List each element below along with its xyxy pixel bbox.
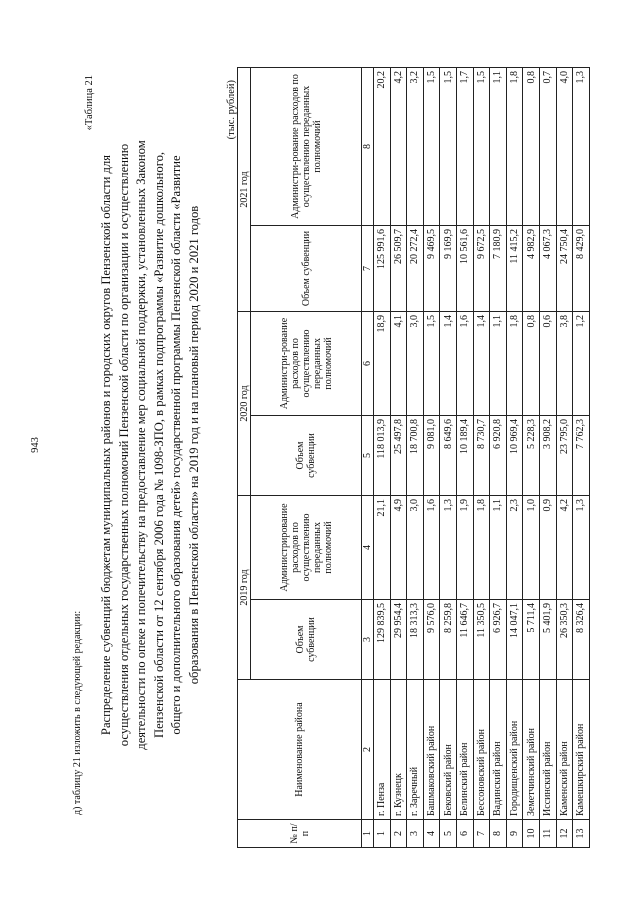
col-header-year-2021: 2021 год [238, 68, 251, 312]
table-row [456, 68, 473, 848]
admin-2021: 1,1 [490, 68, 507, 226]
admin-2021: 20,2 [374, 68, 391, 226]
admin-2020: 0,8 [523, 312, 540, 416]
volume-2020: 5 228,3 [523, 416, 540, 496]
district-name: Вадинский район [490, 680, 507, 820]
district-name: Земетчинский район [523, 680, 540, 820]
row-number: 7 [473, 820, 490, 848]
volume-2020: 23 795,0 [556, 416, 573, 496]
admin-2019: 1,0 [523, 496, 540, 600]
col-header-volume-2019: Объем субвенции [251, 600, 362, 680]
district-name: Иссинский район [539, 680, 556, 820]
admin-2020: 1,4 [473, 312, 490, 416]
volume-2019: 8 326,4 [573, 600, 590, 680]
col-header-year-2020: 2020 год [238, 312, 251, 496]
admin-2019: 4,2 [556, 496, 573, 600]
admin-2020: 3,0 [407, 312, 424, 416]
table-row [506, 68, 523, 848]
admin-2021: 3,2 [407, 68, 424, 226]
volume-2019: 11 646,7 [456, 600, 473, 680]
admin-2019: 21,1 [374, 496, 391, 600]
volume-2019: 6 926,7 [490, 600, 507, 680]
admin-2019: 1,9 [456, 496, 473, 600]
col-header-admin-2021: Администри-рование расходов по осуществлению переданных полномочий [251, 68, 362, 226]
table-row [423, 68, 440, 848]
volume-2020: 118 013,9 [374, 416, 391, 496]
admin-2020: 1,4 [440, 312, 457, 416]
units-label: (тыс. рублей) [226, 80, 237, 140]
admin-2020: 0,6 [539, 312, 556, 416]
district-name: г. Заречный [407, 680, 424, 820]
admin-2020: 1,6 [456, 312, 473, 416]
admin-2021: 1,8 [506, 68, 523, 226]
volume-2021: 24 750,4 [556, 226, 573, 312]
row-number: 1 [374, 820, 391, 848]
volume-2019: 29 954,4 [390, 600, 407, 680]
volume-2019: 9 576,0 [423, 600, 440, 680]
volume-2021: 4 982,9 [523, 226, 540, 312]
heading-line: деятельности по опеке и попечительству на предоставление мер социальной поддержки, установленных Законом [134, 140, 149, 750]
volume-2019: 5 401,9 [539, 600, 556, 680]
col-header-volume-2020: Объем субвенции [251, 416, 362, 496]
volume-2021: 10 561,6 [456, 226, 473, 312]
column-number: 8 [362, 68, 374, 226]
admin-2020: 1,2 [573, 312, 590, 416]
column-number: 1 [362, 820, 374, 848]
admin-2021: 1,3 [573, 68, 590, 226]
volume-2020: 8 730,7 [473, 416, 490, 496]
admin-2021: 1,5 [440, 68, 457, 226]
heading-line: образования в Пензенской области» на 2019 год и на плановый период 2020 и 2021 годов [186, 205, 201, 685]
volume-2021: 125 991,6 [374, 226, 391, 312]
table-row [556, 68, 573, 848]
admin-2021: 1,7 [456, 68, 473, 226]
row-number: 8 [490, 820, 507, 848]
volume-2021: 9 469,5 [423, 226, 440, 312]
row-number: 9 [506, 820, 523, 848]
district-name: Башмаковский район [423, 680, 440, 820]
admin-2021: 0,7 [539, 68, 556, 226]
volume-2021: 8 429,0 [573, 226, 590, 312]
volume-2020: 25 497,8 [390, 416, 407, 496]
table-row [440, 68, 457, 848]
column-number: 2 [362, 680, 374, 820]
admin-2020: 18,9 [374, 312, 391, 416]
row-number: 5 [440, 820, 457, 848]
table-reference: «Таблица 21 [84, 75, 95, 131]
volume-2021: 7 180,9 [490, 226, 507, 312]
admin-2019: 1,8 [473, 496, 490, 600]
admin-2021: 1,5 [423, 68, 440, 226]
column-number: 6 [362, 312, 374, 416]
admin-2020: 3,8 [556, 312, 573, 416]
volume-2021: 4 067,3 [539, 226, 556, 312]
table-row [390, 68, 407, 848]
heading-line: осуществления отдельных государственных полномочий Пензенской области по организации и осуществлению [116, 143, 131, 747]
volume-2019: 129 839,5 [374, 600, 391, 680]
row-number: 2 [390, 820, 407, 848]
table-row [490, 68, 507, 848]
district-name: Бессоновский район [473, 680, 490, 820]
volume-2021: 9 672,5 [473, 226, 490, 312]
admin-2019: 1,1 [490, 496, 507, 600]
district-name: Белинский район [456, 680, 473, 820]
admin-2019: 2,3 [506, 496, 523, 600]
district-name: Городищенский район [506, 680, 523, 820]
table-row [573, 68, 590, 848]
col-header-year-2019: 2019 год [238, 496, 251, 680]
volume-2021: 11 415,2 [506, 226, 523, 312]
table-row [374, 68, 391, 848]
row-number: 3 [407, 820, 424, 848]
district-name: Камешкирский район [573, 680, 590, 820]
col-header-number: № п/п [238, 820, 362, 848]
row-number: 6 [456, 820, 473, 848]
volume-2020: 18 700,8 [407, 416, 424, 496]
admin-2021: 1,5 [473, 68, 490, 226]
admin-2020: 1,8 [506, 312, 523, 416]
admin-2019: 1,6 [423, 496, 440, 600]
page-number: 943 [30, 437, 41, 453]
district-name: г. Кузнецк [390, 680, 407, 820]
volume-2019: 14 047,1 [506, 600, 523, 680]
admin-2020: 4,1 [390, 312, 407, 416]
row-number: 10 [523, 820, 540, 848]
table-row [523, 68, 540, 848]
intro-text: д) таблицу 21 изложить в следующей редакции: [72, 610, 83, 815]
volume-2019: 26 350,3 [556, 600, 573, 680]
volume-2020: 10 189,4 [456, 416, 473, 496]
table-body [374, 68, 590, 848]
volume-2019: 18 313,3 [407, 600, 424, 680]
heading-line: Распределение субвенций бюджетам муниципальных районов и городских округов Пензенской области для [99, 154, 113, 736]
volume-2020: 7 762,3 [573, 416, 590, 496]
table-row [539, 68, 556, 848]
col-header-admin-2020: Администри-рование расходов по осуществлению переданных полномочий [251, 312, 362, 416]
header-row-years [238, 68, 251, 848]
district-name: Бековский район [440, 680, 457, 820]
volume-2020: 8 649,6 [440, 416, 457, 496]
admin-2021: 4,0 [556, 68, 573, 226]
volume-2020: 10 969,4 [506, 416, 523, 496]
volume-2020: 3 908,2 [539, 416, 556, 496]
admin-2019: 1,3 [440, 496, 457, 600]
admin-2019: 0,9 [539, 496, 556, 600]
col-header-name: Наименование района [238, 680, 362, 820]
heading-line: общего и дополнительного образования детей» государственной программы Пензенской области «Развитие [169, 155, 184, 735]
column-number: 7 [362, 226, 374, 312]
volume-2021: 9 169,9 [440, 226, 457, 312]
volume-2019: 8 259,8 [440, 600, 457, 680]
volume-2019: 5 711,4 [523, 600, 540, 680]
volume-2020: 9 081,0 [423, 416, 440, 496]
admin-2019: 1,3 [573, 496, 590, 600]
volume-2021: 20 272,4 [407, 226, 424, 312]
admin-2020: 1,1 [490, 312, 507, 416]
column-number: 3 [362, 600, 374, 680]
table-heading [98, 95, 204, 795]
admin-2019: 4,9 [390, 496, 407, 600]
column-number: 5 [362, 416, 374, 496]
admin-2019: 3,0 [407, 496, 424, 600]
row-number: 12 [556, 820, 573, 848]
header-row-column-numbers [362, 68, 374, 848]
row-number: 13 [573, 820, 590, 848]
column-number: 4 [362, 496, 374, 600]
admin-2020: 1,5 [423, 312, 440, 416]
admin-2021: 0,8 [523, 68, 540, 226]
heading-line: Пензенской области от 12 сентября 2006 года № 1098-ЗПО, в рамках подпрограммы «Развитие дошкольного, [151, 151, 166, 739]
district-name: Каменский район [556, 680, 573, 820]
row-number: 4 [423, 820, 440, 848]
volume-2019: 11 350,5 [473, 600, 490, 680]
district-name: г. Пенза [374, 680, 391, 820]
row-number: 11 [539, 820, 556, 848]
volume-2020: 6 920,8 [490, 416, 507, 496]
admin-2021: 4,2 [390, 68, 407, 226]
subvention-table [237, 67, 590, 848]
col-header-admin-2019: Администрирование расходов по осуществлению переданных полномочий [251, 496, 362, 600]
col-header-volume-2021: Объем субвенции [251, 226, 362, 312]
table-row [407, 68, 424, 848]
volume-2021: 26 509,7 [390, 226, 407, 312]
table-row [473, 68, 490, 848]
